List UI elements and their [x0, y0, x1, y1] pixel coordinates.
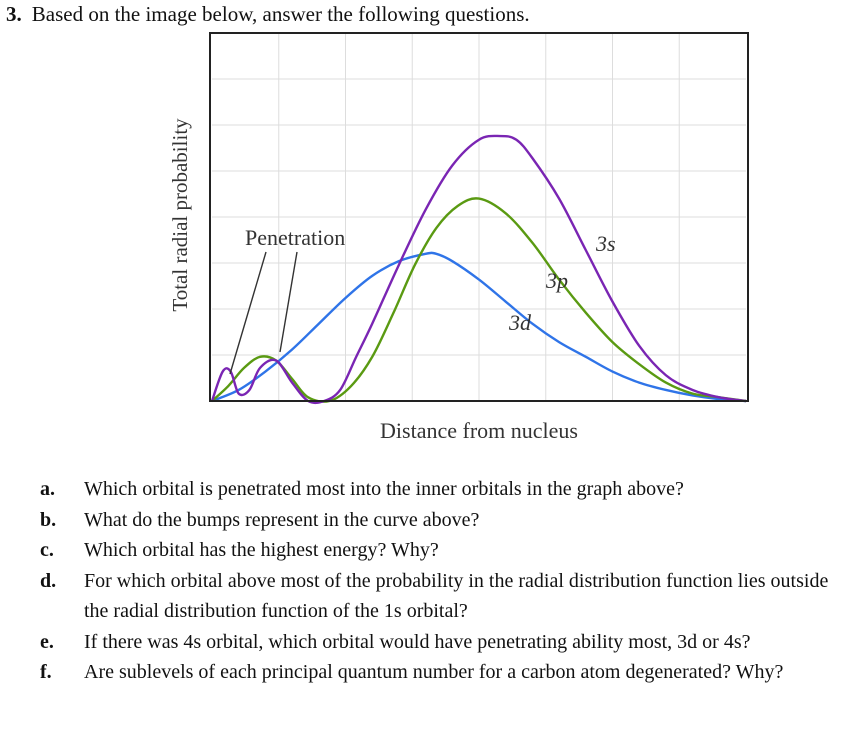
- chart-grid: [212, 33, 746, 401]
- penetration-label: Penetration: [245, 225, 346, 250]
- question-list: [40, 474, 850, 688]
- question-c: [40, 535, 850, 566]
- question-prompt: Based on the image below, answer the following questions.: [31, 2, 530, 26]
- question-b: [40, 505, 850, 536]
- curve-label-3p: 3p: [546, 268, 568, 293]
- question-number: 3.: [6, 2, 22, 26]
- question-text: Which orbital has the highest energy? Why?: [84, 539, 439, 561]
- question-text: Which orbital is penetrated most into the inner orbitals in the graph above?: [84, 478, 684, 500]
- question-e: [40, 627, 850, 658]
- curve-label-3s: 3s: [596, 231, 616, 256]
- question-f: [40, 657, 850, 688]
- question-text: If there was 4s orbital, which orbital would have penetrating ability most, 3d or 4s?: [84, 630, 751, 653]
- question-letter: a.: [40, 478, 55, 500]
- question-letter: f.: [40, 661, 52, 683]
- question-letter: b.: [40, 508, 57, 531]
- y-axis-label: Total radial probability: [168, 118, 192, 312]
- question-d: [40, 566, 850, 627]
- curve-label-3d: 3d: [509, 310, 531, 335]
- question-letter: e.: [40, 630, 54, 653]
- question-text: What do the bumps represent in the curve above?: [84, 508, 480, 531]
- question-letter: d.: [40, 569, 57, 592]
- x-axis-label: Distance from nucleus: [380, 418, 578, 443]
- question-a: [40, 474, 850, 505]
- question-text: Are sublevels of each principal quantum number for a carbon atom degenerated? Why?: [84, 661, 784, 683]
- question-letter: c.: [40, 539, 54, 561]
- penetration-arrow-right: [280, 252, 297, 352]
- question-text: For which orbital above most of the probability in the radial distribution function lies outside the radial distribution function of the 1s orbital?: [84, 569, 829, 622]
